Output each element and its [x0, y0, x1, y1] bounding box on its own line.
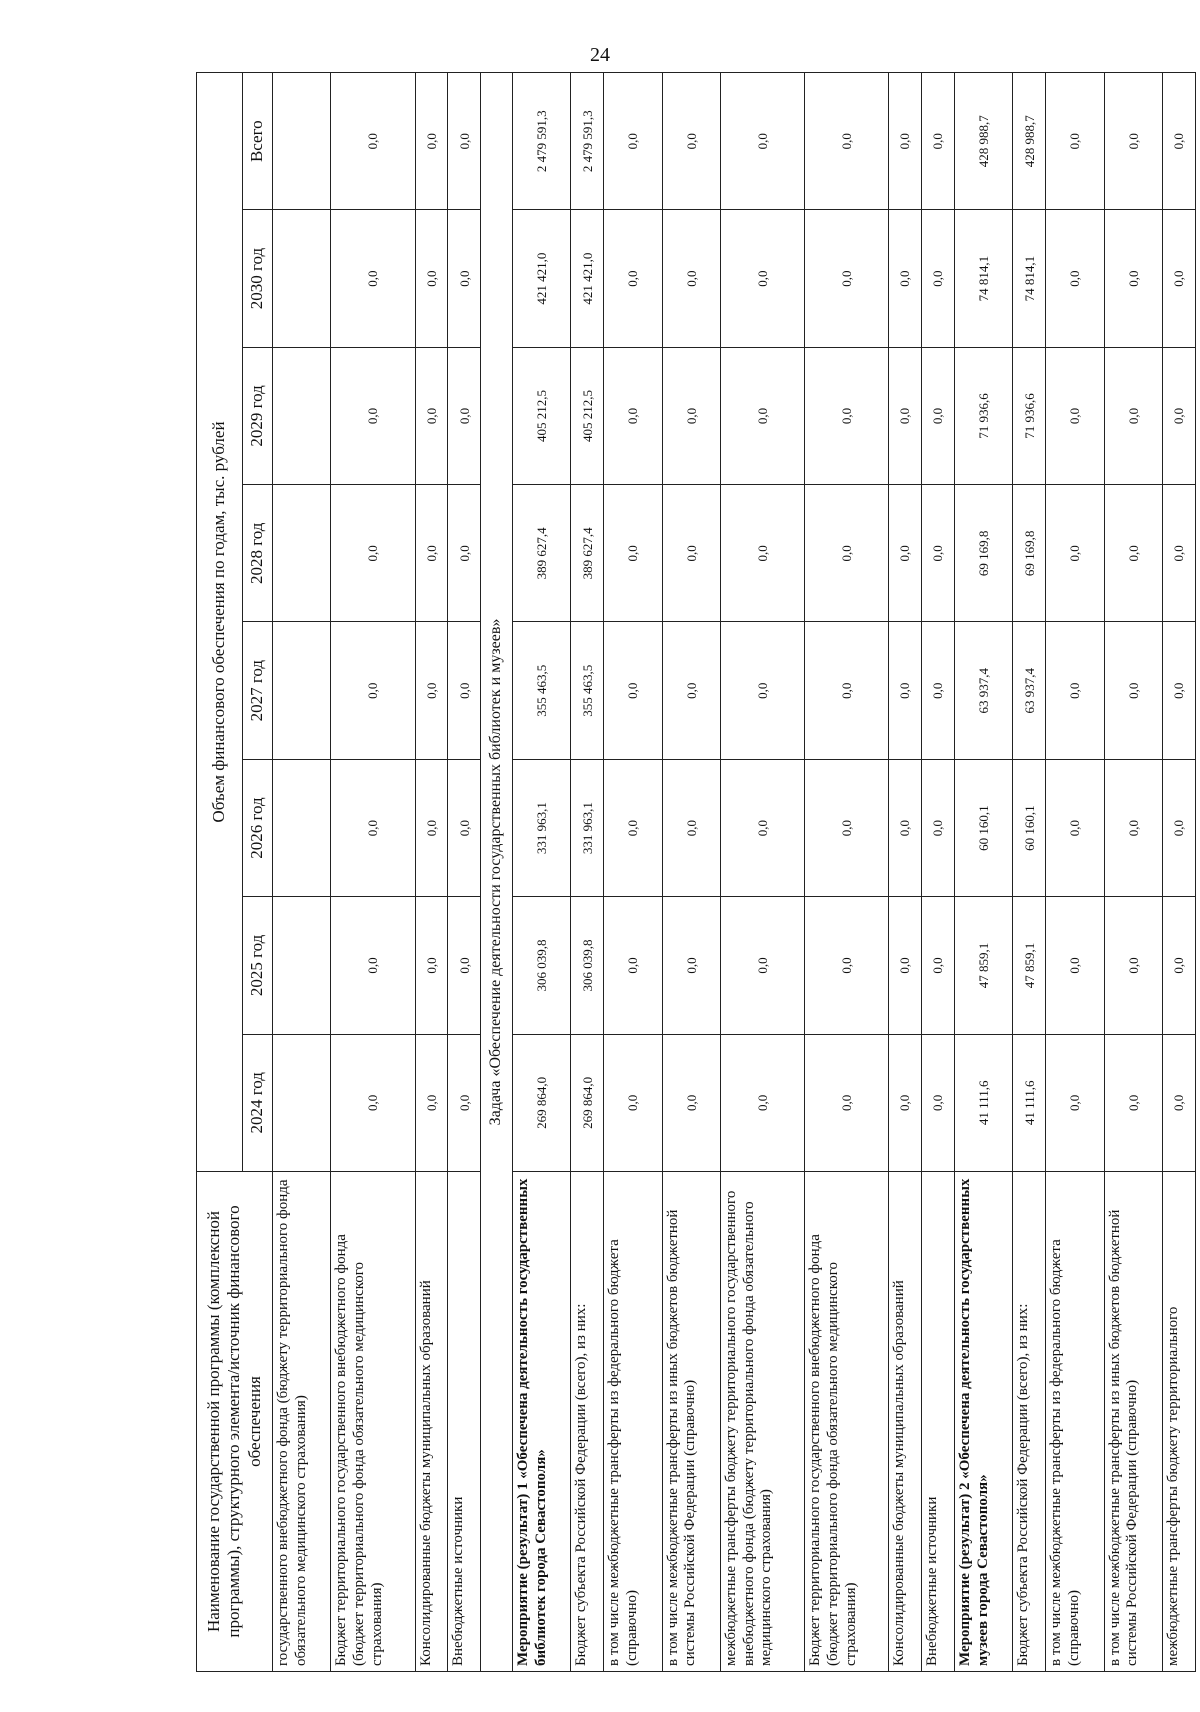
table-row [1013, 73, 1046, 1672]
value-cell: 0,0 [922, 622, 955, 759]
value-cell [273, 1034, 331, 1171]
value-cell: 0,0 [448, 485, 481, 622]
value-cell: 0,0 [721, 73, 805, 210]
value-cell: 405 212,5 [512, 347, 570, 484]
value-cell: 0,0 [1046, 210, 1104, 347]
value-cell: 405 212,5 [571, 347, 604, 484]
value-cell: 0,0 [604, 347, 662, 484]
table-row [1104, 73, 1162, 1672]
value-cell: 306 039,8 [512, 897, 570, 1034]
value-cell: 0,0 [604, 73, 662, 210]
value-cell: 0,0 [889, 1034, 922, 1171]
value-cell: 2 479 591,3 [512, 73, 570, 210]
value-cell: 0,0 [331, 73, 415, 210]
value-cell [273, 347, 331, 484]
table-row [662, 73, 720, 1672]
value-cell: 421 421,0 [571, 210, 604, 347]
value-cell: 428 988,7 [954, 73, 1012, 210]
value-cell: 306 039,8 [571, 897, 604, 1034]
header-name-column: Наименование государственной программы (комплексной программы), структурного элемента/источник финансового обеспечения [197, 1172, 273, 1672]
table-row [571, 73, 604, 1672]
value-cell: 47 859,1 [1013, 897, 1046, 1034]
value-cell: 0,0 [1104, 347, 1162, 484]
value-cell [273, 897, 331, 1034]
value-cell: 0,0 [331, 485, 415, 622]
value-cell: 0,0 [662, 485, 720, 622]
row-label: в том числе межбюджетные трансферты из иных бюджетов бюджетной системы Российской Федерации (справочно) [662, 1172, 720, 1672]
value-cell: 0,0 [805, 897, 889, 1034]
value-cell: 41 111,6 [1013, 1034, 1046, 1171]
value-cell: 0,0 [1046, 347, 1104, 484]
value-cell: 0,0 [604, 622, 662, 759]
value-cell: 389 627,4 [512, 485, 570, 622]
value-cell: 0,0 [415, 759, 448, 896]
header-financing-group: Объем финансового обеспечения по годам, тыс. рублей [197, 73, 243, 1172]
value-cell: 0,0 [889, 347, 922, 484]
value-cell: 0,0 [448, 759, 481, 896]
value-cell: 0,0 [805, 485, 889, 622]
value-cell: 0,0 [448, 1034, 481, 1171]
value-cell: 0,0 [721, 485, 805, 622]
value-cell: 0,0 [415, 622, 448, 759]
value-cell: 0,0 [448, 210, 481, 347]
value-cell: 0,0 [922, 347, 955, 484]
value-cell: 0,0 [662, 210, 720, 347]
value-cell: 0,0 [604, 1034, 662, 1171]
value-cell: 41 111,6 [954, 1034, 1012, 1171]
value-cell: 0,0 [415, 210, 448, 347]
value-cell: 71 936,6 [954, 347, 1012, 484]
table-row [512, 73, 570, 1672]
table-row [331, 73, 415, 1672]
value-cell: 63 937,4 [1013, 622, 1046, 759]
value-cell: 0,0 [1163, 210, 1196, 347]
value-cell: 0,0 [415, 347, 448, 484]
value-cell: 0,0 [1104, 485, 1162, 622]
row-label: Бюджет субъекта Российской Федерации (всего), из них: [571, 1172, 604, 1672]
row-label: в том числе межбюджетные трансферты из федерального бюджета (справочно) [1046, 1172, 1104, 1672]
row-label: Мероприятие (результат) 2 «Обеспечена деятельность государственных музеев города Севастополя» [954, 1172, 1012, 1672]
value-cell: 0,0 [331, 347, 415, 484]
value-cell: 355 463,5 [512, 622, 570, 759]
table-row [805, 73, 889, 1672]
value-cell: 0,0 [721, 1034, 805, 1171]
value-cell: 0,0 [662, 1034, 720, 1171]
value-cell: 0,0 [889, 759, 922, 896]
value-cell: 428 988,7 [1013, 73, 1046, 210]
value-cell: 0,0 [331, 897, 415, 1034]
header-year: 2028 год [243, 485, 273, 622]
value-cell: 0,0 [1104, 759, 1162, 896]
value-cell: 0,0 [1163, 1034, 1196, 1171]
table-row [922, 73, 955, 1672]
header-year: 2025 год [243, 897, 273, 1034]
row-label: в том числе межбюджетные трансферты из иных бюджетов бюджетной системы Российской Федерации (справочно) [1104, 1172, 1162, 1672]
row-label: межбюджетные трансферты бюджету территориального [1163, 1172, 1196, 1672]
value-cell: 0,0 [1163, 485, 1196, 622]
header-year: Всего [243, 73, 273, 210]
value-cell: 0,0 [331, 1034, 415, 1171]
table-row [954, 73, 1012, 1672]
value-cell: 0,0 [922, 485, 955, 622]
value-cell: 0,0 [1046, 759, 1104, 896]
value-cell: 0,0 [1046, 1034, 1104, 1171]
header-year: 2029 год [243, 347, 273, 484]
value-cell: 269 864,0 [512, 1034, 570, 1171]
row-label: межбюджетные трансферты бюджету территориального государственного внебюджетного фонда (бюджету территориального фонда обязательного медицинского страхования) [721, 1172, 805, 1672]
table-row [415, 73, 448, 1672]
value-cell: 0,0 [805, 73, 889, 210]
value-cell: 0,0 [331, 210, 415, 347]
row-label: Внебюджетные источники [922, 1172, 955, 1672]
value-cell: 0,0 [889, 210, 922, 347]
value-cell: 0,0 [805, 759, 889, 896]
rotated-table-container [196, 72, 1196, 1672]
value-cell: 0,0 [1163, 759, 1196, 896]
value-cell: 71 936,6 [1013, 347, 1046, 484]
value-cell: 0,0 [415, 485, 448, 622]
value-cell: 0,0 [604, 759, 662, 896]
value-cell: 0,0 [1104, 210, 1162, 347]
value-cell: 331 963,1 [571, 759, 604, 896]
value-cell: 421 421,0 [512, 210, 570, 347]
row-label: в том числе межбюджетные трансферты из федерального бюджета (справочно) [604, 1172, 662, 1672]
value-cell: 0,0 [415, 1034, 448, 1171]
value-cell: 0,0 [331, 759, 415, 896]
value-cell: 0,0 [805, 347, 889, 484]
value-cell: 0,0 [1163, 347, 1196, 484]
value-cell: 0,0 [662, 759, 720, 896]
value-cell: 0,0 [922, 1034, 955, 1171]
value-cell: 0,0 [448, 347, 481, 484]
value-cell: 69 169,8 [1013, 485, 1046, 622]
value-cell [273, 210, 331, 347]
table-row [273, 73, 331, 1672]
value-cell: 0,0 [889, 485, 922, 622]
row-label: Бюджет территориального государственного внебюджетного фонда (бюджет территориального фонда обязательного медицинского страхования) [331, 1172, 415, 1672]
value-cell [273, 759, 331, 896]
value-cell: 0,0 [721, 897, 805, 1034]
value-cell: 74 814,1 [954, 210, 1012, 347]
row-label: Консолидированные бюджеты муниципальных образований [415, 1172, 448, 1672]
table-row [448, 73, 481, 1672]
value-cell: 0,0 [889, 897, 922, 1034]
value-cell: 0,0 [922, 759, 955, 896]
table-row [1046, 73, 1104, 1672]
value-cell: 0,0 [662, 622, 720, 759]
header-year: 2026 год [243, 759, 273, 896]
value-cell: 355 463,5 [571, 622, 604, 759]
value-cell: 269 864,0 [571, 1034, 604, 1171]
value-cell [273, 622, 331, 759]
value-cell: 0,0 [1046, 73, 1104, 210]
value-cell: 63 937,4 [954, 622, 1012, 759]
value-cell: 0,0 [662, 897, 720, 1034]
header-year: 2027 год [243, 622, 273, 759]
value-cell: 0,0 [448, 73, 481, 210]
value-cell: 0,0 [1163, 897, 1196, 1034]
value-cell: 0,0 [331, 622, 415, 759]
value-cell [273, 73, 331, 210]
value-cell: 0,0 [604, 210, 662, 347]
value-cell: 0,0 [721, 210, 805, 347]
value-cell: 0,0 [805, 1034, 889, 1171]
table-row [721, 73, 805, 1672]
value-cell: 0,0 [662, 347, 720, 484]
value-cell: 0,0 [1104, 1034, 1162, 1171]
value-cell: 0,0 [1104, 897, 1162, 1034]
value-cell: 0,0 [1163, 73, 1196, 210]
value-cell: 69 169,8 [954, 485, 1012, 622]
value-cell: 0,0 [721, 347, 805, 484]
value-cell: 0,0 [415, 897, 448, 1034]
value-cell: 2 479 591,3 [571, 73, 604, 210]
value-cell: 0,0 [922, 210, 955, 347]
value-cell: 0,0 [1104, 73, 1162, 210]
value-cell: 0,0 [1046, 622, 1104, 759]
value-cell: 0,0 [604, 897, 662, 1034]
value-cell: 389 627,4 [571, 485, 604, 622]
value-cell: 0,0 [1046, 485, 1104, 622]
row-label: Мероприятие (результат) 1 «Обеспечена деятельность государственных библиотек города Севастополя» [512, 1172, 570, 1672]
value-cell: 0,0 [1104, 622, 1162, 759]
value-cell [273, 485, 331, 622]
value-cell: 60 160,1 [1013, 759, 1046, 896]
table-row [1163, 73, 1196, 1672]
header-year: 2024 год [243, 1034, 273, 1171]
table-row [604, 73, 662, 1672]
value-cell: 331 963,1 [512, 759, 570, 896]
page-number: 24 [590, 44, 610, 66]
value-cell: 0,0 [889, 622, 922, 759]
header-year: 2030 год [243, 210, 273, 347]
value-cell: 60 160,1 [954, 759, 1012, 896]
value-cell: 0,0 [604, 485, 662, 622]
value-cell: 74 814,1 [1013, 210, 1046, 347]
value-cell: 0,0 [1163, 622, 1196, 759]
value-cell: 0,0 [922, 73, 955, 210]
value-cell: 0,0 [805, 622, 889, 759]
value-cell: 0,0 [805, 210, 889, 347]
value-cell: 0,0 [662, 73, 720, 210]
row-label: Консолидированные бюджеты муниципальных образований [889, 1172, 922, 1672]
value-cell: 0,0 [721, 622, 805, 759]
table-row [889, 73, 922, 1672]
value-cell: 0,0 [415, 73, 448, 210]
row-label: государственного внебюджетного фонда (бюджету территориального фонда обязательного медицинского страхования) [273, 1172, 331, 1672]
value-cell: 0,0 [448, 622, 481, 759]
value-cell: 0,0 [1046, 897, 1104, 1034]
value-cell: 47 859,1 [954, 897, 1012, 1034]
value-cell: 0,0 [922, 897, 955, 1034]
row-label: Бюджет территориального государственного внебюджетного фонда (бюджет территориального фонда обязательного медицинского страхования) [805, 1172, 889, 1672]
row-label: Бюджет субъекта Российской Федерации (всего), из них: [1013, 1172, 1046, 1672]
financing-table [196, 72, 1196, 1672]
row-label: Внебюджетные источники [448, 1172, 481, 1672]
value-cell: 0,0 [721, 759, 805, 896]
value-cell: 0,0 [889, 73, 922, 210]
task-heading: Задача «Обеспечение деятельности государственных библиотек и музеев» [481, 73, 513, 1672]
value-cell: 0,0 [448, 897, 481, 1034]
